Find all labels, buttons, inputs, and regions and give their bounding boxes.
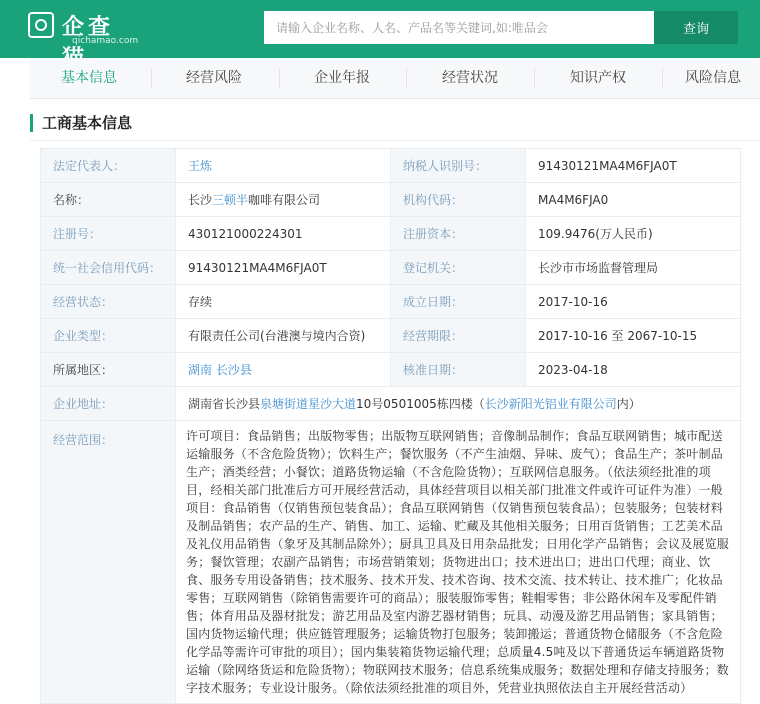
tab-annual-report[interactable]: 企业年报 [314, 70, 370, 86]
reg-no-label: 注册号： [41, 217, 176, 251]
business-info-table [40, 148, 741, 704]
status-value: 存续 [176, 285, 391, 319]
table-row [41, 285, 741, 319]
company-type-value: 有限责任公司(台港澳与境内合资) [176, 319, 391, 353]
logo-brand-text: 企查 [62, 15, 115, 40]
status-label: 经营状态： [41, 285, 176, 319]
table-row [41, 319, 741, 353]
org-code-value: MA4M6FJA0 [526, 183, 741, 217]
tab-bar [30, 58, 760, 99]
reg-authority-value: 长沙市市场监督管理局 [526, 251, 741, 285]
search-input[interactable] [264, 11, 654, 44]
company-name-value [176, 183, 391, 217]
org-code-label: 机构代码： [391, 183, 526, 217]
table-row [41, 353, 741, 387]
section-title: 工商基本信息 [30, 112, 132, 134]
address-label: 企业地址： [41, 387, 176, 421]
region-value [176, 353, 391, 387]
tab-operation-status[interactable]: 经营状况 [442, 70, 498, 86]
founded-label: 成立日期： [391, 285, 526, 319]
tab-divider [662, 68, 663, 88]
table-row [41, 251, 741, 285]
tab-divider [406, 68, 407, 88]
tab-divider [279, 68, 280, 88]
logo-domain-text: qichamao.com [72, 36, 139, 46]
address-value [176, 387, 741, 421]
section-divider [30, 140, 760, 141]
reg-authority-label: 登记机关： [391, 251, 526, 285]
tab-basic-info[interactable]: 基本信息 [61, 70, 117, 86]
region-province-link[interactable]: 湖南 [188, 363, 213, 377]
reg-capital-value: 109.9476(万人民币) [526, 217, 741, 251]
tab-intellectual-property[interactable]: 知识产权 [570, 70, 626, 86]
reg-capital-label: 注册资本： [391, 217, 526, 251]
term-value: 2017-10-16 至 2067-10-15 [526, 319, 741, 353]
address-part: 内） [616, 397, 641, 411]
region-county-link[interactable]: 长沙县 [215, 363, 252, 377]
scope-value: 许可项目：食品销售；出版物零售；出版物互联网销售；音像制品制作；食品互联网销售；城市配送运输服务（不含危险货物）；饮料生产；餐饮服务（不产生油烟、异味、废气）；食品生产；茶叶制品生产；酒类经营；小餐饮；道路货物运输（不含危险货物）；互联网信息服务。（依法须经批准的项目，经相关部门批准后方可开展经营活动，具体经营项目以相关部门批准文件或许可证件为准）一般项目：食品销售（仅销售预包装食品）；食品互联网销售（仅销售预包装食品）；包装服务；包装材料及制品销售；农产品的生产、销售、加工、运输、贮藏及其他相关服务；日用百货销售；工艺美术品及礼仪用品销售（象牙及其制品除外）；厨具卫具及日用杂品批发；日用化学产品销售；会议及展览服务；餐饮管理；农副产品销售；市场营销策划；货物进出口；技术进出口；进出口代理；商业、饮食、服务专用设备销售；技术服务、技术开发、技术咨询、技术交流、技术转让、技术推广；化妆品零售；互联网销售（除销售需要许可的商品）；服装服饰零售；鞋帽零售；非公路休闲车及零配件销售；体育用品及器材批发；游艺用品及室内游艺器材销售；玩具、动漫及游艺用品销售；家具销售；国内货物运输代理；供应链管理服务；运输货物打包服务；装卸搬运；普通货物仓储服务（不含危险化学品等需许可审批的项目）；国内集装箱货物运输代理；总质量4.5吨及以下普通货运车辆道路货物运输（除网络货运和危险货物）；物联网技术服务；信息系统集成服务；数据处理和存储支持服务；数字技术服务；专业设计服务。（除依法须经批准的项目外，凭营业执照依法自主开展经营活动） [176, 421, 741, 704]
approval-date-value: 2023-04-18 [526, 353, 741, 387]
table-row [41, 421, 741, 704]
tab-divider [151, 68, 152, 88]
address-part: 湖南省长沙县 [188, 397, 261, 411]
address-company-link[interactable]: 长沙新阳光铝业有限公司 [484, 397, 617, 411]
table-row [41, 149, 741, 183]
scope-label: 经营范围： [41, 421, 176, 704]
logo-icon [28, 12, 54, 38]
region-label: 所属地区： [41, 353, 176, 387]
company-name-prefix: 长沙 [188, 193, 213, 207]
address-part: 10号0501005栋四楼（ [356, 397, 485, 411]
top-header [0, 0, 760, 58]
reg-no-value: 430121000224301 [176, 217, 391, 251]
tab-divider [534, 68, 535, 88]
table-row [41, 183, 741, 217]
credit-code-label: 统一社会信用代码： [41, 251, 176, 285]
founded-value: 2017-10-16 [526, 285, 741, 319]
address-street-link[interactable]: 泉塘街道星沙大道 [260, 397, 357, 411]
tab-business-risk[interactable]: 经营风险 [186, 70, 242, 86]
term-label: 经营期限： [391, 319, 526, 353]
company-name-label: 名称： [41, 183, 176, 217]
search-button[interactable]: 查询 [654, 11, 738, 44]
approval-date-label: 核准日期： [391, 353, 526, 387]
company-name-suffix: 咖啡有限公司 [248, 193, 321, 207]
credit-code-value: 91430121MA4M6FJA0T [176, 251, 391, 285]
legal-rep-link[interactable]: 王炼 [188, 159, 213, 173]
site-logo[interactable] [28, 8, 138, 48]
table-row [41, 217, 741, 251]
taxpayer-id-label: 纳税人识别号： [391, 149, 526, 183]
taxpayer-id-value: 91430121MA4M6FJA0T [526, 149, 741, 183]
brand-link[interactable]: 三顿半 [212, 193, 249, 207]
table-row [41, 387, 741, 421]
legal-rep-label: 法定代表人： [41, 149, 176, 183]
company-type-label: 企业类型： [41, 319, 176, 353]
tab-risk-info[interactable]: 风险信息 [685, 70, 741, 86]
